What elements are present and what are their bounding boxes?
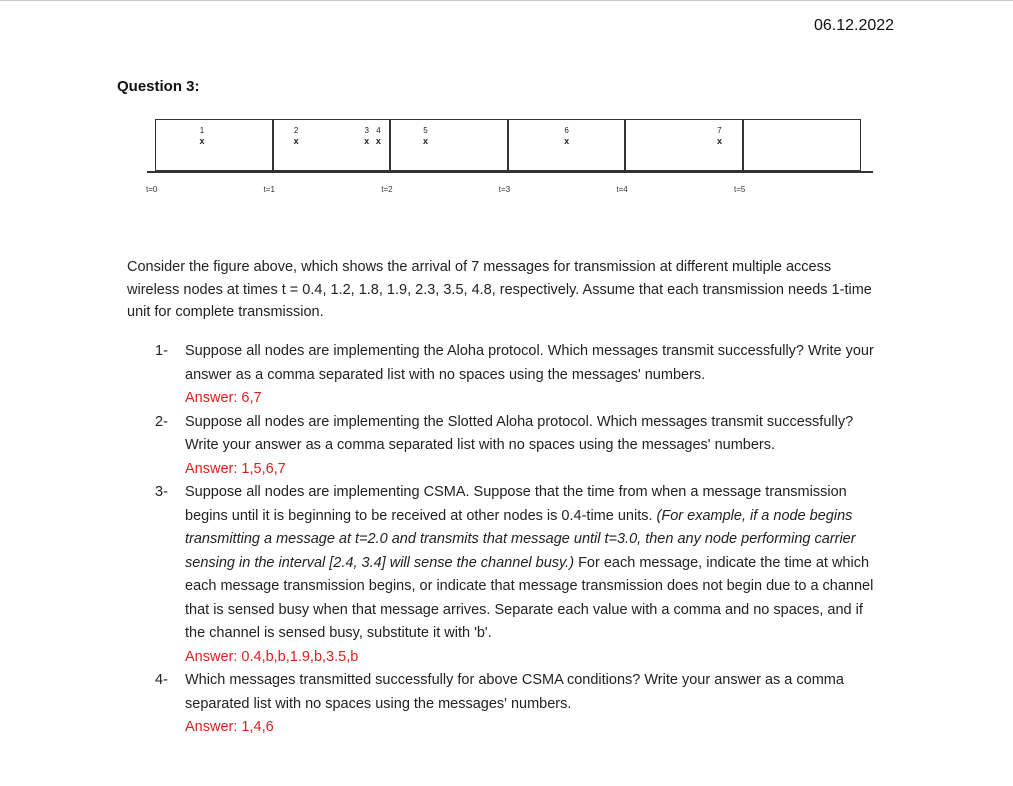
- time-slot: [155, 119, 273, 171]
- question-text-continued: For each message, indicate the time at which each message transmission begins, or indicate that message transmission does not begin due to a channel that is sensed busy when that message arrives. Separate each value with a comma and no spaces, and if the channel is sensed busy, substitute it with 'b'.: [185, 554, 874, 641]
- list-item-2: [155, 411, 885, 482]
- item-number: 3-: [155, 484, 168, 500]
- message-arrival-marker: [286, 125, 306, 147]
- question-text: Suppose all nodes are implementing CSMA. Suppose that the time from when a message transmission begins until it is beginning to be received at other nodes is 0.4-time units.: [185, 484, 847, 524]
- message-number: 2: [293, 126, 299, 135]
- time-tick-label: t=0: [146, 185, 158, 194]
- message-number: 6: [564, 126, 569, 135]
- time-slot: [390, 119, 508, 171]
- message-number: 7: [717, 126, 722, 135]
- question-list: [155, 340, 885, 740]
- answer-text: Answer: 6,7: [185, 390, 262, 406]
- question-text: Which messages transmitted successfully for above CSMA conditions? Write your answer as a comma separated list with no spaces using the messages' numbers.: [185, 672, 844, 712]
- arrival-x-mark: x: [293, 136, 299, 146]
- question-title: Question 3:: [117, 78, 200, 95]
- question-text: Suppose all nodes are implementing the Aloha protocol. Which messages transmit successfully? Write your answer as a comma separated list with no spaces using the messages' numbers.: [185, 343, 874, 383]
- list-item-4: [155, 669, 885, 740]
- list-item-1: [155, 340, 885, 411]
- arrival-timeline-figure: [0, 0, 1013, 210]
- time-slot: [743, 119, 861, 171]
- question-text: Suppose all nodes are implementing the Slotted Aloha protocol. Which messages transmit successfully? Write your answer as a comma separated list with no spaces using the messages' numbers.: [185, 413, 854, 453]
- message-arrival-marker: [709, 125, 729, 147]
- message-arrival-marker: [192, 125, 212, 147]
- arrival-x-mark: x: [364, 136, 370, 146]
- answer-text: Answer: 1,5,6,7: [185, 460, 286, 477]
- message-number: 1: [199, 126, 205, 135]
- time-tick-label: t=2: [381, 185, 393, 194]
- message-arrival-marker: [368, 125, 388, 147]
- message-arrival-marker: [557, 125, 577, 147]
- message-arrival-marker: [415, 125, 435, 147]
- time-tick-label: t=5: [734, 185, 746, 194]
- arrival-x-mark: x: [716, 136, 722, 146]
- document-date: 06.12.2022: [814, 17, 895, 34]
- message-number: 3: [364, 126, 369, 135]
- arrival-x-mark: x: [422, 136, 428, 146]
- arrival-x-mark: x: [199, 136, 205, 146]
- list-item-3: [155, 481, 885, 669]
- time-tick-label: t=1: [263, 185, 275, 194]
- arrival-x-mark: x: [375, 136, 381, 146]
- message-number: 4: [376, 126, 381, 135]
- answer-text: Answer: 1,4,6: [185, 719, 274, 735]
- item-number: 2-: [155, 413, 168, 430]
- time-tick-label: t=3: [498, 185, 511, 194]
- item-number: 4-: [155, 672, 168, 688]
- item-number: 1-: [155, 343, 168, 359]
- message-number: 5: [423, 126, 428, 135]
- time-tick-label: t=4: [616, 185, 628, 194]
- arrival-x-mark: x: [564, 136, 570, 146]
- intro-paragraph: Consider the figure above, which shows the arrival of 7 messages for transmission at different multiple access wireless nodes at times t = 0.4, 1.2, 1.8, 1.9, 2.3, 3.5, 4.8, respectively. Assume that each transmission needs 1-time unit for complete transmission.: [127, 259, 872, 320]
- question-example: (For example, if a node begins transmitting a message at t=2.0 and transmits that message until t=3.0, then any node performing carrier sensing in the interval [2.4, 3.4] will sense the channel busy.): [185, 507, 856, 571]
- answer-text: Answer: 0.4,b,b,1.9,b,3.5,b: [185, 648, 359, 665]
